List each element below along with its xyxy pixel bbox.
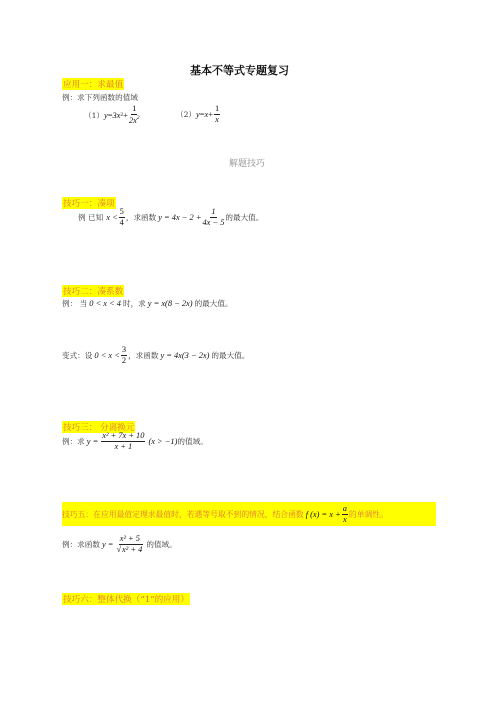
frac-num: 1 bbox=[214, 105, 220, 115]
function-fraction bbox=[202, 208, 224, 228]
app1-example-text: 例：求下列函数的值域 bbox=[62, 93, 138, 102]
condition: 0 < x < 4 bbox=[89, 299, 121, 308]
frac-den: x + 1 bbox=[114, 442, 133, 452]
example-prefix: 例：求函数 bbox=[62, 540, 100, 550]
tip2-example bbox=[62, 298, 233, 309]
example-suffix: 的值域。 bbox=[177, 437, 208, 447]
math-x: x bbox=[204, 110, 209, 120]
function-lhs: y = bbox=[101, 540, 114, 550]
tip5-text: 技巧五：在应用最值定理求最值时，若遇等号取不到的情况，结合函数 bbox=[62, 510, 304, 520]
tip5-statement bbox=[62, 505, 388, 525]
section-heading-tip3: 技巧三： 分离换元 bbox=[63, 423, 135, 433]
condition: (x > −1) bbox=[148, 437, 178, 447]
math-eq: = bbox=[199, 110, 205, 120]
tip5-example bbox=[62, 535, 177, 555]
frac-num: a bbox=[342, 505, 348, 515]
frac-num: 5 bbox=[119, 208, 125, 218]
condition: x < bbox=[106, 213, 118, 223]
example-prefix: 例： 当 bbox=[62, 299, 88, 308]
section-heading-app1: 应用一：求最值 bbox=[63, 80, 124, 90]
section-heading-tip6: 技巧六：整体代换（“1”的应用） bbox=[63, 595, 189, 605]
frac-num: 3 bbox=[121, 346, 127, 356]
frac-num: 1 bbox=[210, 208, 216, 218]
tip3-example bbox=[62, 432, 208, 452]
condition: 0 < x < bbox=[94, 351, 120, 361]
variant-prefix: 变式：设 bbox=[62, 351, 93, 361]
frac-num: 1 bbox=[131, 105, 137, 115]
function-fraction bbox=[101, 432, 145, 452]
math-plus: + bbox=[123, 110, 128, 120]
example-suffix: 的最大值。 bbox=[194, 299, 233, 308]
frac-den-exp: 2 bbox=[136, 115, 140, 122]
frac-den: x bbox=[215, 115, 219, 125]
math-fraction bbox=[129, 105, 140, 126]
tip2-variant bbox=[62, 346, 249, 366]
math-term: 3x bbox=[112, 110, 121, 120]
frac-den: 2 bbox=[121, 356, 127, 366]
condition-fraction bbox=[119, 208, 125, 228]
variant-mid: ，求函数 bbox=[128, 351, 159, 361]
sqrt-icon: √ bbox=[116, 545, 122, 555]
app1-problem-2 bbox=[176, 105, 221, 125]
example-prefix: 例 已知 bbox=[78, 213, 104, 223]
function-fraction bbox=[342, 505, 348, 525]
function-expr: y = x(8 − 2x) bbox=[147, 299, 193, 308]
math-eq: = bbox=[107, 110, 113, 120]
problem-label: （2） bbox=[176, 110, 197, 120]
function-expr: y = 4x − 2 + bbox=[158, 213, 202, 223]
section-heading-tip1: 技巧一：凑项 bbox=[63, 199, 115, 209]
math-y: y bbox=[196, 110, 200, 120]
frac-num: x² + 5 bbox=[119, 535, 141, 545]
frac-den: x² + 4 bbox=[122, 545, 143, 555]
app1-problem-1 bbox=[84, 105, 141, 126]
tips-title: 解题技巧 bbox=[229, 159, 266, 169]
tip5-suffix: 的单调性。 bbox=[348, 510, 388, 520]
math-fraction bbox=[214, 105, 220, 125]
tip1-example bbox=[78, 208, 263, 228]
problem-label: （1） bbox=[84, 110, 105, 120]
math-exp: 2 bbox=[120, 112, 124, 119]
function-expr: f (x) = x + bbox=[305, 510, 341, 520]
math-y: y bbox=[104, 110, 108, 120]
condition-fraction bbox=[121, 346, 127, 366]
math-plus: + bbox=[208, 110, 213, 120]
example-prefix: 例：求 bbox=[62, 437, 85, 447]
frac-den: x bbox=[342, 515, 347, 525]
function-expr: y = 4x(3 − 2x) bbox=[160, 351, 210, 361]
frac-den: 2x bbox=[128, 116, 137, 126]
function-fraction bbox=[116, 535, 143, 555]
frac-num: x² + 7x + 10 bbox=[101, 432, 145, 442]
variant-suffix: 的最大值。 bbox=[211, 351, 250, 361]
section-heading-tip2: 技巧二：凑系数 bbox=[63, 287, 124, 297]
page-title: 基本不等式专题复习 bbox=[190, 64, 289, 77]
example-mid: 时，求 bbox=[122, 299, 146, 308]
example-suffix: 的值域。 bbox=[146, 540, 177, 550]
frac-den: 4 bbox=[119, 218, 124, 228]
function-lhs: y = bbox=[86, 437, 99, 447]
example-suffix: 的最大值。 bbox=[225, 213, 264, 223]
frac-den: 4x − 5 bbox=[202, 218, 225, 228]
example-mid: ，求函数 bbox=[125, 213, 157, 223]
